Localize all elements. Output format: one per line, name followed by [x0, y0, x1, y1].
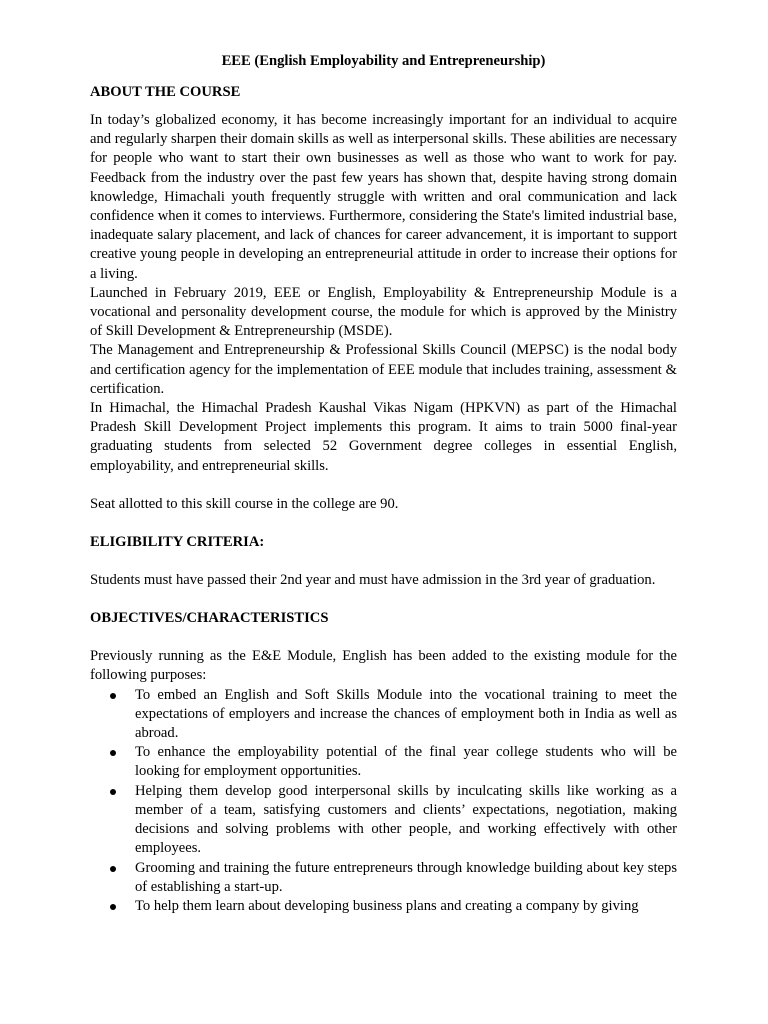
spacer [90, 628, 677, 647]
seats-text: Seat allotted to this skill course in the college are 90. [90, 495, 399, 512]
list-item-text: Grooming and training the future entrepreneurs through knowledge building about key steps of establishing a start-up. [135, 859, 677, 895]
objectives-list [90, 686, 677, 916]
bullet-icon [110, 904, 116, 910]
bullet-icon [110, 693, 116, 699]
list-item [90, 686, 677, 744]
spacer [90, 552, 677, 571]
objectives-intro: Previously running as the E&E Module, English has been added to the existing module for the following purposes: [90, 648, 677, 684]
spacer [90, 102, 677, 111]
document-page [90, 52, 677, 916]
bullet-icon [110, 866, 116, 872]
list-item [90, 859, 677, 897]
objectives-heading: OBJECTIVES/CHARACTERISTICS [90, 610, 329, 627]
document-title: EEE (English Employability and Entrepreneurship) [221, 53, 546, 69]
bullet-icon [110, 750, 116, 756]
about-paragraph-1: In today’s globalized economy, it has become increasingly important for an individual to acquire and regularly sharpen their domain skills as well as interpersonal skills. These abilities are necessary for people who want to start their own businesses as well as those who want to work for pay. Feedback from the industry over the past few years has shown that, despite having strong domain knowledge, Himachali youth frequently struggle with written and oral communication and lack confidence when it comes to interviews. Furthermore, considering the State's limited industrial base, inadequate salary placement, and lack of chances for career advancement, it is important to support creative young people in developing an entrepreneurial attitude in order to increase their options for a living. [90, 112, 677, 282]
list-item [90, 897, 677, 916]
list-item-text: Helping them develop good interpersonal skills by inculcating skills like working as a member of a team, satisfying customers and clients’ expectations, negotiation, making decisions and solving problems with other people, and working effectively with other employees. [135, 782, 677, 857]
about-paragraph-2: Launched in February 2019, EEE or English, Employability & Entrepreneurship Module is a vocational and personality development course, the module for which is approved by the Ministry of Skill Development & Entrepreneurship (MSDE). [90, 284, 677, 340]
spacer [90, 476, 677, 495]
list-item [90, 782, 677, 859]
about-paragraph-4: In Himachal, the Himachal Pradesh Kaushal Vikas Nigam (HPKVN) as part of the Himachal Pradesh Skill Development Project implements this program. It aims to train 5000 final-year graduating students from selected 52 Government degree colleges in essential English, employability, and entrepreneurial skills. [90, 400, 677, 474]
about-paragraph-3: The Management and Entrepreneurship & Professional Skills Council (MEPSC) is the nodal body and certification agency for the implementation of EEE module that includes training, assessment & certification. [90, 342, 677, 397]
about-heading: ABOUT THE COURSE [90, 84, 241, 100]
bullet-icon [110, 789, 116, 795]
list-item-text: To embed an English and Soft Skills Module into the vocational training to meet the expectations of employers and increase the chances of employment both in India as well as abroad. [135, 686, 677, 742]
list-item [90, 743, 677, 781]
eligibility-text: Students must have passed their 2nd year and must have admission in the 3rd year of graduation. [90, 572, 656, 589]
eligibility-heading: ELIGIBILITY CRITERIA: [90, 534, 265, 551]
list-item-text: To enhance the employability potential of the final year college students who will be looking for employment opportunities. [135, 744, 677, 780]
spacer [90, 590, 677, 609]
spacer [90, 514, 677, 533]
list-item-text: To help them learn about developing business plans and creating a company by giving [135, 897, 639, 914]
